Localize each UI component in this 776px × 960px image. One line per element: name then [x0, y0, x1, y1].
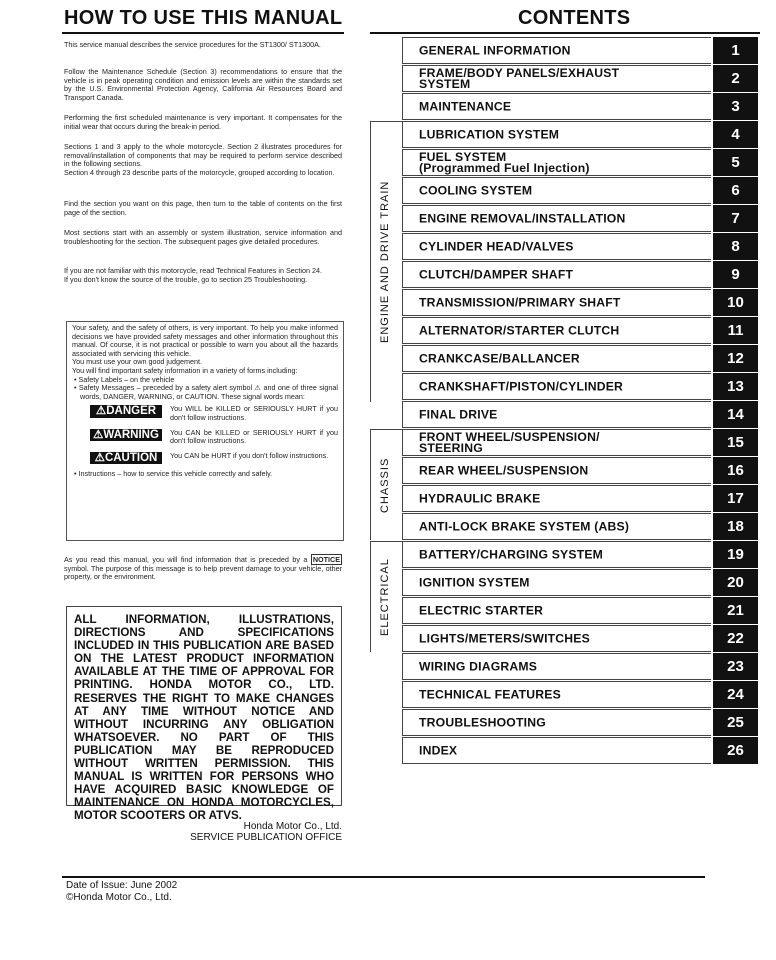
warning-label: ⚠WARNING [90, 429, 162, 442]
toc-item-16[interactable] [402, 457, 757, 483]
safety-intro: Your safety, and the safety of others, is very important. To help you make informed decisions we have provided safety messages and other information throughout this manual. Of course, it is not practical or possible to warn you about all the hazards associated with servicing this vehicle. [72, 323, 338, 358]
toc-item-6[interactable] [402, 177, 757, 203]
toc-label-box [402, 233, 711, 260]
toc-label-box [402, 709, 711, 736]
caution-label: ⚠CAUTION [90, 452, 162, 465]
toc-label-box [402, 513, 711, 540]
toc-label: ALTERNATOR/STARTER CLUTCH [419, 323, 620, 337]
toc-item-2[interactable] [402, 65, 757, 91]
toc-label-box [402, 457, 711, 484]
section-number-tab: 4 [713, 121, 758, 148]
toc-item-12[interactable] [402, 345, 757, 371]
notice-pre: As you read this manual, you will find information that is preceded by a [64, 555, 311, 564]
notice-text: symbol. The purpose of this message is to help prevent damage to your vehicle, other property, or the environment. [64, 563, 342, 582]
section-number-tab: 14 [713, 401, 758, 428]
section-number-tab: 6 [713, 177, 758, 204]
toc-label: ELECTRIC STARTER [419, 603, 544, 617]
toc-label: CRANKSHAFT/PISTON/CYLINDER [419, 379, 624, 393]
toc-label-box [402, 597, 711, 624]
section-number-tab: 24 [713, 681, 758, 708]
toc-item-8[interactable] [402, 233, 757, 259]
toc-label: CLUTCH/DAMPER SHAFT [419, 267, 574, 281]
toc-label-box [402, 205, 711, 232]
troubleshooting-paragraph: If you are not familiar with this motorcycle, read Technical Features in Section 24. If you don't know the source of the trouble, go to section 25 Troubleshooting. [64, 266, 322, 284]
group-label: ELECTRICAL [379, 558, 391, 636]
toc-item-14[interactable] [402, 401, 757, 427]
toc-label: CRANKCASE/BALLANCER [419, 351, 580, 365]
toc-label: COOLING SYSTEM [419, 183, 533, 197]
find-section-paragraph: Find the section you want on this page, then turn to the table of contents on the first page of the section. [64, 199, 342, 217]
section-number-tab: 26 [713, 737, 758, 764]
group-label: CHASSIS [379, 457, 391, 513]
toc-label-box [402, 345, 711, 372]
section-number-tab: 1 [713, 37, 758, 64]
toc-label: HYDRAULIC BRAKE [419, 491, 541, 505]
toc-item-4[interactable] [402, 121, 757, 147]
toc-item-15[interactable] [402, 429, 757, 455]
toc-label: TRANSMISSION/PRIMARY SHAFT [419, 295, 621, 309]
contents-title: CONTENTS [518, 7, 631, 29]
safety-box [66, 321, 344, 541]
section-number-tab: 13 [713, 373, 758, 400]
toc-label-box [402, 373, 711, 400]
office-name: SERVICE PUBLICATION OFFICE [190, 832, 342, 843]
title-rule [62, 32, 344, 34]
toc-label: GENERAL INFORMATION [419, 43, 571, 57]
toc-label: ANTI-LOCK BRAKE SYSTEM (ABS) [419, 519, 630, 533]
toc-item-18[interactable] [402, 513, 757, 539]
danger-text: You WILL be KILLED or SERIOUSLY HURT if you don't follow instructions. [170, 404, 338, 422]
section-number-tab: 25 [713, 709, 758, 736]
caution-text: You CAN be HURT if you don't follow instructions. [170, 450, 329, 460]
danger-label: ⚠DANGER [90, 405, 162, 418]
safety-bullet-instructions: • Instructions – how to service this vehicle correctly and safely. [74, 469, 273, 479]
section-number-tab: 19 [713, 541, 758, 568]
toc-label: MAINTENANCE [419, 99, 512, 113]
contents-rule [370, 32, 760, 34]
toc-label: FINAL DRIVE [419, 407, 498, 421]
toc-label-box [402, 289, 711, 316]
toc-label: LIGHTS/METERS/SWITCHES [419, 631, 590, 645]
toc-item-20[interactable] [402, 569, 757, 595]
toc-item-10[interactable] [402, 289, 757, 315]
signal-warning [90, 429, 338, 446]
toc-item-3[interactable] [402, 93, 757, 119]
section-number-tab: 15 [713, 429, 758, 456]
toc-label-box [402, 625, 711, 652]
section-number-tab: 7 [713, 205, 758, 232]
intro-paragraph: This service manual describes the service procedures for the ST1300/ ST1300A. [64, 40, 321, 49]
toc-label: FRAME/BODY PANELS/EXHAUST SYSTEM [419, 65, 620, 91]
toc-label: LUBRICATION SYSTEM [419, 127, 560, 141]
section-number-tab: 10 [713, 289, 758, 316]
section-number-tab: 22 [713, 625, 758, 652]
footer-rule [62, 876, 705, 878]
toc-item-23[interactable] [402, 653, 757, 679]
toc-item-13[interactable] [402, 373, 757, 399]
toc-label-box [402, 541, 711, 568]
toc-label-box [402, 65, 711, 92]
toc-label-box [402, 401, 711, 428]
section-number-tab: 16 [713, 457, 758, 484]
safety-bullet-messages: • Safety Messages – preceded by a safety alert symbol ⚠ and one of three signal words, DANGER, WARNING, or CAUTION. These signal words mean: [74, 383, 338, 401]
section-number-tab: 17 [713, 485, 758, 512]
toc-label-box [402, 569, 711, 596]
toc-item-1[interactable] [402, 37, 757, 63]
toc-label-box [402, 317, 711, 344]
toc-label-box [402, 37, 711, 64]
first-maintenance-paragraph: Performing the first scheduled maintenance is very important. It compensates for the initial wear that occurs during the break-in period. [64, 113, 342, 131]
toc-label-box [402, 485, 711, 512]
toc-label-box [402, 261, 711, 288]
toc-label: IGNITION SYSTEM [419, 575, 530, 589]
section-number-tab: 23 [713, 653, 758, 680]
toc-label-box [402, 149, 711, 176]
notice-symbol: NOTICE [312, 555, 340, 564]
toc-label-box [402, 429, 711, 456]
section-number-tab: 21 [713, 597, 758, 624]
group-engine-drive-train [370, 121, 402, 402]
safety-judgement: You must use your own good judgement. [72, 357, 202, 367]
toc-label: CYLINDER HEAD/VALVES [419, 239, 574, 253]
toc-label: ENGINE REMOVAL/INSTALLATION [419, 211, 626, 225]
safety-forms: You will find important safety information in a variety of forms including: [72, 365, 298, 375]
legal-notice: ALL INFORMATION, ILLUSTRATIONS, DIRECTIONS AND SPECIFICATIONS INCLUDED IN THIS PUBLICATION ARE BASED ON THE LATEST PRODUCT INFORMATION AVAILABLE AT THE TIME OF APPROVAL FOR PRINTING. HONDA MOTOR CO., LTD. RESERVES THE RIGHT TO MAKE CHANGES AT ANY TIME WITHOUT NOTICE AND WITHOUT INCURRING ANY OBLIGATION WHATSOEVER. NO PART OF THIS PUBLICATION MAY BE REPRODUCED WITHOUT WRITTEN PERMISSION. THIS MANUAL IS WRITTEN FOR PERSONS WHO HAVE ACQUIRED BASIC KNOWLEDGE OF MAINTENANCE ON HONDA MOTORCYCLES, MOTOR SCOOTERS OR ATVS. [66, 606, 342, 806]
toc-item-22[interactable] [402, 625, 757, 651]
toc-label-box [402, 737, 711, 764]
toc-item-21[interactable] [402, 597, 757, 623]
toc-item-17[interactable] [402, 485, 757, 511]
group-electrical [370, 541, 402, 652]
section-number-tab: 12 [713, 345, 758, 372]
toc-label-box [402, 177, 711, 204]
toc-item-9[interactable] [402, 261, 757, 287]
group-label: ENGINE AND DRIVE TRAIN [379, 180, 391, 344]
section-structure-paragraph: Most sections start with an assembly or system illustration, service information and troubleshooting for the section. The subsequent pages give detailed procedures. [64, 228, 342, 246]
safety-bullet-labels: • Safety Labels – on the vehicle [74, 374, 175, 384]
section-number-tab: 18 [713, 513, 758, 540]
toc-label-box [402, 121, 711, 148]
section-number-tab: 20 [713, 569, 758, 596]
toc-label-box [402, 681, 711, 708]
toc-label: TECHNICAL FEATURES [419, 687, 561, 701]
toc-item-25[interactable] [402, 709, 757, 735]
section-number-tab: 9 [713, 261, 758, 288]
toc-label-box [402, 653, 711, 680]
section-number-tab: 8 [713, 233, 758, 260]
signal-caution [90, 452, 338, 465]
section-number-tab: 5 [713, 149, 758, 176]
section-number-tab: 11 [713, 317, 758, 344]
issue-date: Date of Issue: June 2002 [66, 880, 178, 891]
toc-label: TROUBLESHOOTING [419, 715, 546, 729]
toc-item-7[interactable] [402, 205, 757, 231]
toc-label: REAR WHEEL/SUSPENSION [419, 463, 589, 477]
section-number-tab: 2 [713, 65, 758, 92]
sections-paragraph: Sections 1 and 3 apply to the whole motorcycle. Section 2 illustrates procedures for removal/installation of components that may be required to perform service described in the following sections. Section 4 through 23 describe parts of the motorcycle, grouped according to location. [64, 142, 342, 177]
toc-item-11[interactable] [402, 317, 757, 343]
toc-label-box [402, 93, 711, 120]
notice-paragraph [64, 556, 342, 582]
toc-label: FUEL SYSTEM (Programmed Fuel Injection) [419, 149, 590, 175]
section-number-tab: 3 [713, 93, 758, 120]
signal-danger [90, 405, 338, 422]
toc-item-5[interactable] [402, 149, 757, 175]
maintenance-paragraph: Follow the Maintenance Schedule (Section 3) recommendations to ensure that the vehicle is in peak operating condition and emission levels are within the standards set by the U.S. Environmental Protection Agency, California Air Resources Board and Transport Canada. [64, 67, 342, 102]
warning-text: You CAN be KILLED or SERIOUSLY HURT if you don't follow instructions. [170, 427, 338, 446]
toc-item-24[interactable] [402, 681, 757, 707]
group-chassis [370, 429, 402, 540]
toc-label: WIRING DIAGRAMS [419, 659, 538, 673]
company-name: Honda Motor Co., Ltd. [243, 821, 342, 832]
toc-label: BATTERY/CHARGING SYSTEM [419, 547, 604, 561]
toc-item-19[interactable] [402, 541, 757, 567]
copyright: ©Honda Motor Co., Ltd. [66, 892, 172, 903]
toc-label: INDEX [419, 743, 458, 757]
toc-label: FRONT WHEEL/SUSPENSION/ STEERING [419, 429, 600, 455]
toc-item-26[interactable] [402, 737, 757, 763]
how-to-use-title: HOW TO USE THIS MANUAL [64, 7, 343, 29]
